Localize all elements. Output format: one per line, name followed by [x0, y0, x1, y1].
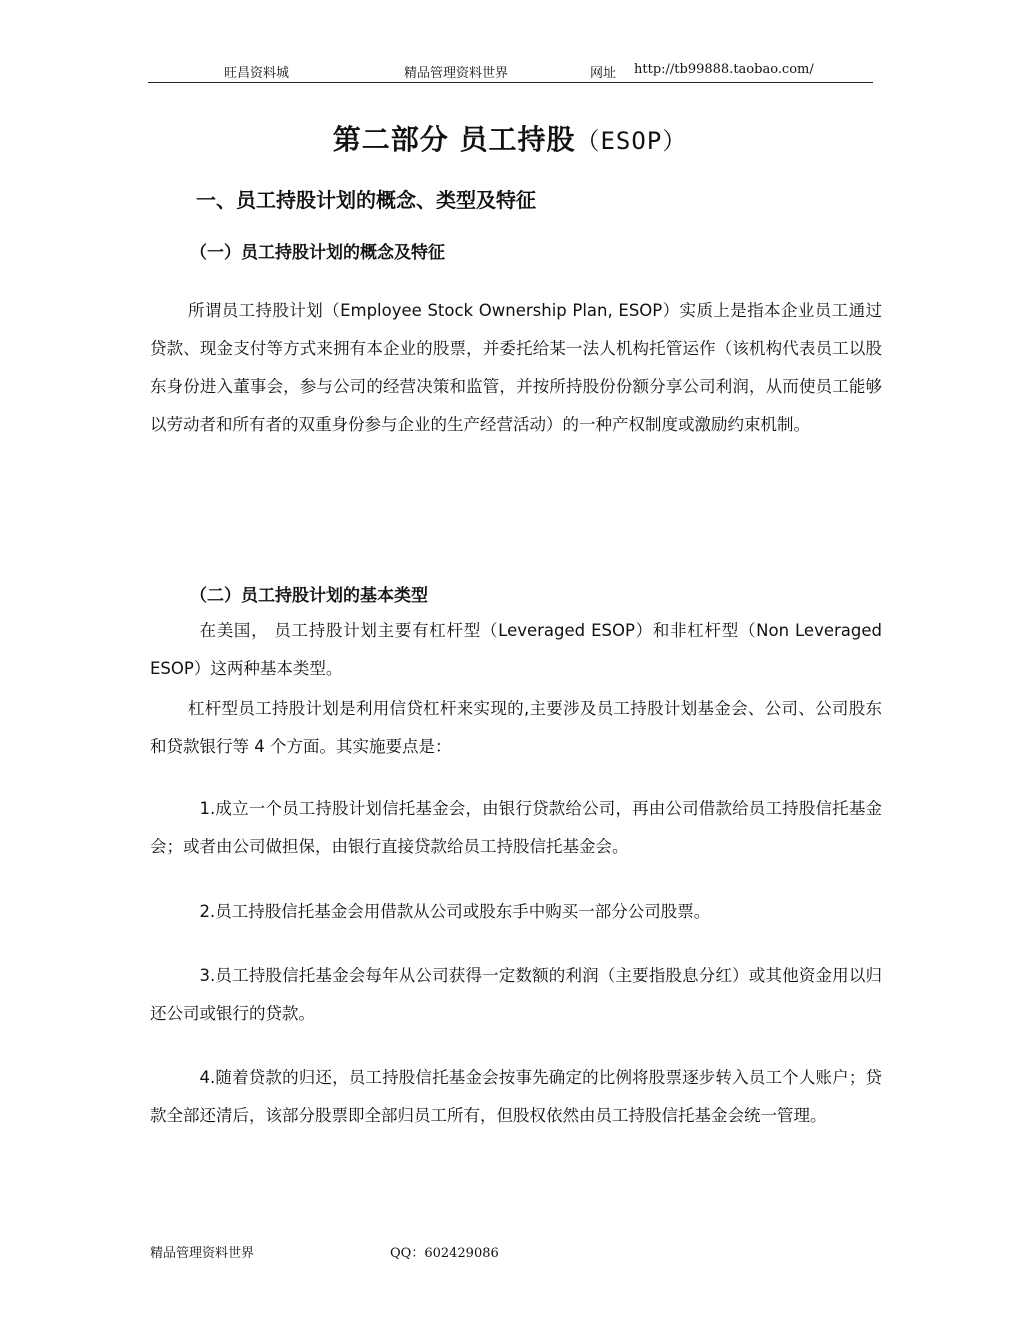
list-item-1: 1.成立一个员工持股计划信托基金会，由银行贷款给公司，再由公司借款给员工持股信托基金会；或者由公司做担保，由银行直接贷款给员工持股信托基金会。 [150, 799, 882, 856]
list-item-3: 3.员工持股信托基金会每年从公司获得一定数额的利润（主要指股息分红）或其他资金用以归还公司或银行的贷款。 [150, 966, 882, 1023]
page-title-main: 第二部分 员工持股 [332, 123, 576, 156]
paragraph-types-intro: 在美国， 员工持股计划主要有杠杆型（Leveraged ESOP）和非杠杆型（Non Leveraged ESOP）这两种基本类型。 [150, 621, 882, 678]
page-title-esop: （ESOP） [575, 127, 688, 155]
header-url-label: 网址 [590, 66, 617, 81]
header-url[interactable]: http://tb99888.taobao.com/ [634, 62, 814, 77]
paragraph-leveraged: 杠杆型员工持股计划是利用信贷杠杆来实现的,主要涉及员工持股计划基金会、公司、公司股东和贷款银行等 4 个方面。其实施要点是： [150, 699, 882, 756]
list-item-2: 2.员工持股信托基金会用借款从公司或股东手中购买一部分公司股票。 [199, 902, 711, 921]
subsection-heading-types: （二）员工持股计划的基本类型 [190, 586, 428, 606]
header-shop-name: 旺昌资料城 [224, 66, 290, 81]
page-title [0, 118, 1020, 158]
page-footer [150, 1242, 890, 1262]
header-site-name: 精品管理资料世界 [404, 66, 509, 81]
footer-site-name: 精品管理资料世界 [150, 1246, 255, 1261]
footer-qq: QQ：602429086 [390, 1246, 499, 1261]
paragraph-definition: 所谓员工持股计划（Employee Stock Ownership Plan, ESOP）实质上是指本企业员工通过贷款、现金支付等方式来拥有本企业的股票，并委托给某一法人机构托管运作（该机构代表员工以股东身份进入董事会，参与公司的经营决策和监管，并按所持股份份额分享公司利润，从而使员工能够以劳动者和所有者的双重身份参与企业的生产经营活动）的一种产权制度或激励约束机制。 [150, 301, 882, 434]
section-heading: 一、员工持股计划的概念、类型及特征 [196, 188, 536, 212]
subsection-heading-concept: （一）员工持股计划的概念及特征 [190, 243, 445, 263]
list-item-4: 4.随着贷款的归还，员工持股信托基金会按事先确定的比例将股票逐步转入员工个人账户；贷款全部还清后，该部分股票即全部归员工所有，但股权依然由员工持股信托基金会统一管理。 [150, 1068, 882, 1125]
page-header [148, 60, 873, 83]
